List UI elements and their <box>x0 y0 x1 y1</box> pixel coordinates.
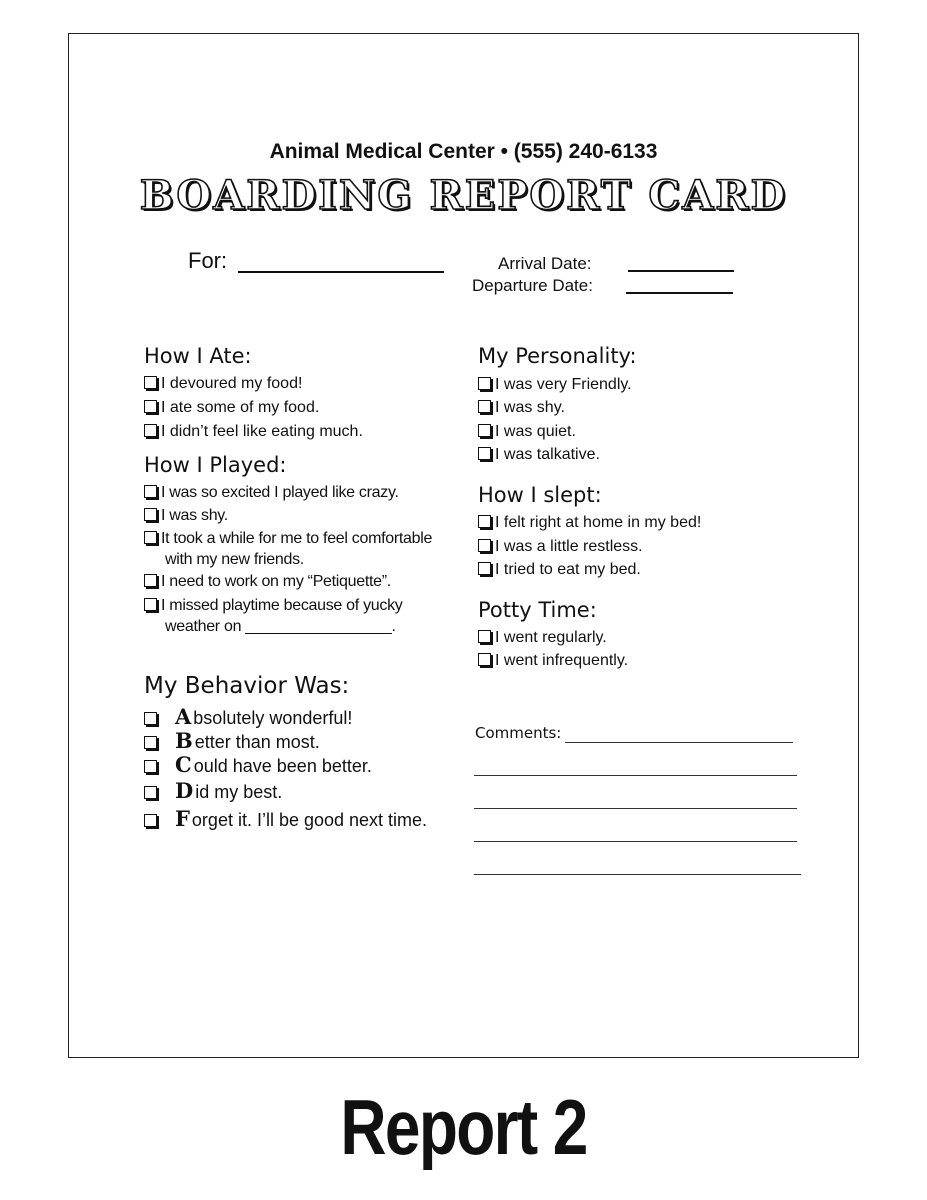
page-title: BOARDING REPORT CARD <box>139 172 788 219</box>
list-item: I was shy. <box>478 399 565 417</box>
departure-date-line[interactable] <box>626 292 733 294</box>
checkbox-icon[interactable] <box>478 447 491 460</box>
list-item: C ould have been better. <box>144 752 372 777</box>
checkbox-icon[interactable] <box>144 598 157 611</box>
checkbox-icon[interactable] <box>144 736 157 749</box>
arrival-date-label: Arrival Date: <box>498 254 592 273</box>
grade-letter: F <box>175 806 190 831</box>
section-title-played: How I Played: <box>144 453 287 477</box>
section-title-ate: How I Ate: <box>144 344 252 368</box>
list-item: It took a while for me to feel comfortable <box>144 530 432 548</box>
list-item: I was very Friendly. <box>478 376 632 394</box>
list-item-continuation: weather on _________________. <box>165 618 396 635</box>
list-item: I devoured my food! <box>144 375 302 393</box>
departure-date-label: Departure Date: <box>472 276 593 295</box>
checkbox-icon[interactable] <box>478 539 491 552</box>
comments-line[interactable] <box>474 874 801 875</box>
for-label: For: <box>188 248 228 273</box>
list-item: I missed playtime because of yucky <box>144 597 402 615</box>
checkbox-icon[interactable] <box>144 531 157 544</box>
list-item: I didn’t feel like eating much. <box>144 423 363 441</box>
checkbox-icon[interactable] <box>144 712 157 725</box>
list-item: I was shy. <box>144 507 228 525</box>
list-item: I was quiet. <box>478 423 576 441</box>
checkbox-icon[interactable] <box>144 485 157 498</box>
checkbox-icon[interactable] <box>144 400 157 413</box>
checkbox-icon[interactable] <box>144 376 157 389</box>
list-item: I was so excited I played like crazy. <box>144 484 399 502</box>
list-item: I ate some of my food. <box>144 399 319 417</box>
arrival-date-line[interactable] <box>628 270 734 272</box>
checkbox-icon[interactable] <box>144 424 157 437</box>
clinic-line: Animal Medical Center • (555) 240-6133 <box>269 140 658 163</box>
comments-line[interactable] <box>474 841 797 842</box>
grade-letter: C <box>175 752 192 777</box>
list-item: I tried to eat my bed. <box>478 561 641 579</box>
section-title-behavior: My Behavior Was: <box>144 673 350 699</box>
list-item-continuation: with my new friends. <box>165 551 304 568</box>
checkbox-icon[interactable] <box>478 400 491 413</box>
list-item: I went infrequently. <box>478 652 628 670</box>
list-item: I went regularly. <box>478 629 607 647</box>
checkbox-icon[interactable] <box>144 760 157 773</box>
grade-letter: B <box>175 728 193 753</box>
section-title-potty: Potty Time: <box>478 598 597 622</box>
list-item: D id my best. <box>144 778 282 803</box>
grade-letter: A <box>175 704 192 729</box>
list-item: B etter than most. <box>144 728 320 753</box>
checkbox-icon[interactable] <box>478 630 491 643</box>
comments-label: Comments: <box>475 724 562 742</box>
list-item: I felt right at home in my bed! <box>478 514 701 532</box>
checkbox-icon[interactable] <box>144 786 157 799</box>
for-field-line[interactable] <box>238 271 444 273</box>
list-item: A bsolutely wonderful! <box>144 704 352 729</box>
checkbox-icon[interactable] <box>478 653 491 666</box>
section-title-personality: My Personality: <box>478 344 637 368</box>
list-item: I was a little restless. <box>478 538 643 556</box>
checkbox-icon[interactable] <box>478 515 491 528</box>
comments-line[interactable] <box>474 808 797 809</box>
checkbox-icon[interactable] <box>144 574 157 587</box>
checkbox-icon[interactable] <box>144 508 157 521</box>
checkbox-icon[interactable] <box>144 814 157 827</box>
list-item: F orget it. I’ll be good next time. <box>144 806 427 831</box>
list-item: I need to work on my “Petiquette”. <box>144 573 391 591</box>
list-item: I was talkative. <box>478 446 600 464</box>
checkbox-icon[interactable] <box>478 424 491 437</box>
checkbox-icon[interactable] <box>478 562 491 575</box>
checkbox-icon[interactable] <box>478 377 491 390</box>
report-label: Report 2 <box>340 1083 587 1171</box>
comments-line[interactable] <box>565 742 793 743</box>
comments-line[interactable] <box>474 775 797 776</box>
section-title-slept: How I slept: <box>478 483 602 507</box>
grade-letter: D <box>175 778 194 803</box>
